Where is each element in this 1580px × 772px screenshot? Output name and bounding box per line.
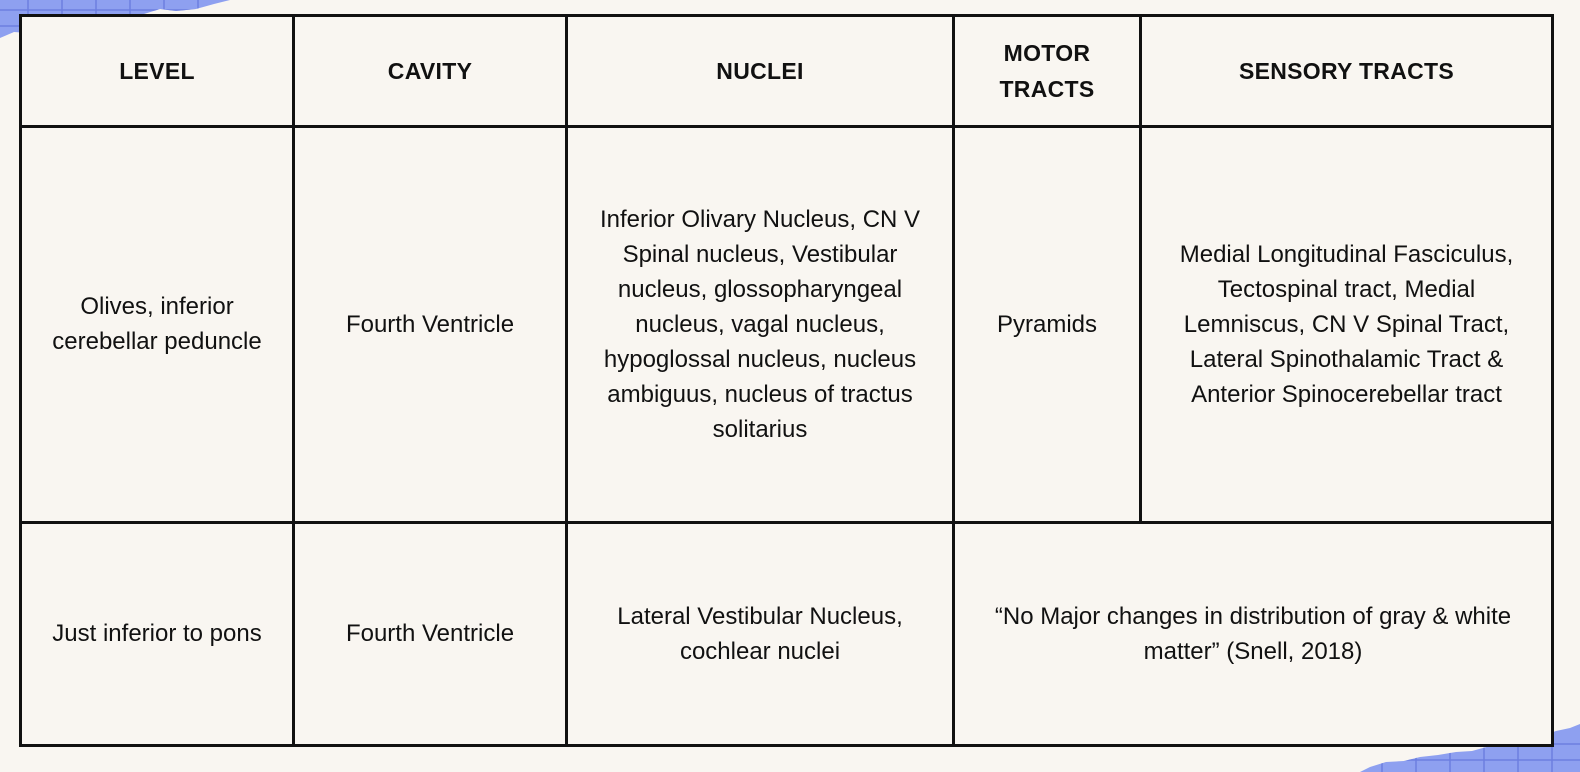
cell-cavity: Fourth Ventricle — [294, 127, 567, 523]
header-motor-tracts: MOTOR TRACTS — [954, 16, 1141, 127]
header-nuclei: NUCLEI — [567, 16, 954, 127]
brainstem-levels-table — [19, 14, 1554, 747]
header-sensory-tracts: SENSORY TRACTS — [1141, 16, 1553, 127]
cell-level: Just inferior to pons — [21, 522, 294, 745]
cell-nuclei: Inferior Olivary Nucleus, CN V Spinal nucleus, Vestibular nucleus, glossopharyngeal nucleus, vagal nucleus, hypoglossal nucleus, nucleus ambiguus, nucleus of tractus solitarius — [567, 127, 954, 523]
header-level: LEVEL — [21, 16, 294, 127]
cell-sensory-tracts: Medial Longitudinal Fasciculus, Tectospinal tract, Medial Lemniscus, CN V Spinal Tract, Lateral Spinothalamic Tract & Anterior Spinocerebellar tract — [1141, 127, 1553, 523]
cell-nuclei: Lateral Vestibular Nucleus, cochlear nuclei — [567, 522, 954, 745]
cell-cavity: Fourth Ventricle — [294, 522, 567, 745]
cell-note-quote: “No Major changes in distribution of gray & white matter” (Snell, 2018) — [954, 522, 1553, 745]
table-row — [21, 127, 1553, 523]
cell-level: Olives, inferior cerebellar peduncle — [21, 127, 294, 523]
header-cavity: CAVITY — [294, 16, 567, 127]
cell-motor-tracts: Pyramids — [954, 127, 1141, 523]
table-row — [21, 522, 1553, 745]
header-row — [21, 16, 1553, 127]
